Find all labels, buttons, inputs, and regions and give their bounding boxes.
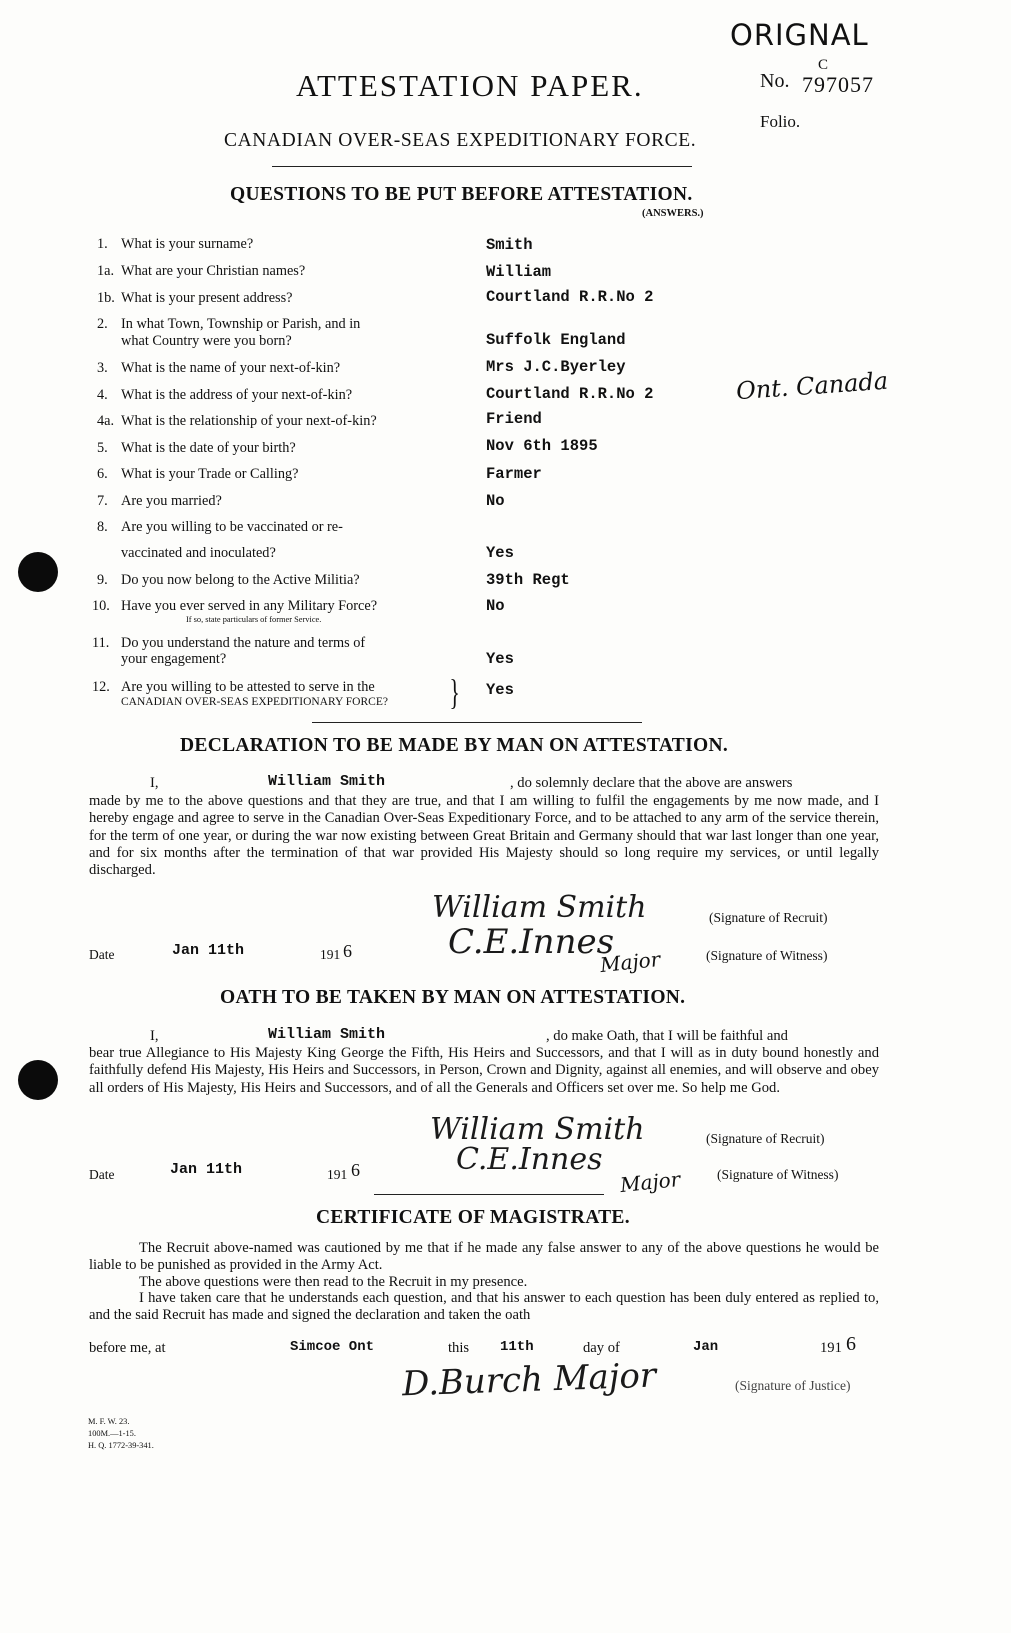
question-number: 9. xyxy=(97,572,108,588)
answer-military-service: No xyxy=(486,597,505,615)
declaration-witness-rank: Major xyxy=(598,946,662,978)
question-number: 2. xyxy=(97,316,108,332)
declaration-heading: DECLARATION TO BE MADE BY MAN ON ATTESTATION. xyxy=(180,735,729,756)
question-number: 4. xyxy=(97,387,108,403)
question-text: What is your Trade or Calling? xyxy=(121,466,299,482)
answer-birth-date: Nov 6th 1895 xyxy=(486,437,598,455)
magistrate-day: 11th xyxy=(500,1339,534,1355)
before-me-label: before me, at xyxy=(89,1340,166,1356)
justice-label: (Signature of Justice) xyxy=(735,1378,851,1393)
question-number: 4a. xyxy=(97,413,115,429)
question-text: Are you married? xyxy=(121,493,222,509)
regimental-number-letter: C xyxy=(818,57,829,73)
declaration-line1: , do solemnly declare that the above are answers xyxy=(510,775,793,791)
question-text: Are you willing to be attested to serve in the xyxy=(121,679,375,695)
question-number: 1. xyxy=(97,236,108,252)
question-text-cont: vaccinated and inoculated? xyxy=(121,545,276,561)
answer-married: No xyxy=(486,492,505,510)
declaration-witness-label: (Signature of Witness) xyxy=(706,948,828,963)
oath-heading: OATH TO BE TAKEN BY MAN ON ATTESTATION. xyxy=(220,987,686,1008)
oath-line1: , do make Oath, that I will be faithful and xyxy=(546,1028,788,1044)
oath-divider xyxy=(374,1194,604,1195)
question-text-cont: your engagement? xyxy=(121,651,227,667)
regimental-number: 797057 xyxy=(802,72,874,97)
question-note: If so, state particulars of former Service. xyxy=(186,615,322,624)
question-text: What is the address of your next-of-kin? xyxy=(121,387,353,403)
oath-year-suffix: 6 xyxy=(351,1160,360,1180)
oath-recruit-label: (Signature of Recruit) xyxy=(706,1131,825,1146)
question-text: What are your Christian names? xyxy=(121,263,306,279)
question-text-cont: what Country were you born? xyxy=(121,333,292,349)
declaration-recruit-signature: William Smith xyxy=(432,890,647,925)
declaration-witness-signature: C.E.Innes xyxy=(448,922,615,962)
declaration-date-label: Date xyxy=(89,947,115,962)
oath-date-label: Date xyxy=(89,1167,115,1182)
magistrate-heading: CERTIFICATE OF MAGISTRATE. xyxy=(316,1207,630,1228)
question-number: 6. xyxy=(97,466,108,482)
question-number: 5. xyxy=(97,440,108,456)
question-number: 1b. xyxy=(97,290,115,306)
page-title: ATTESTATION PAPER. xyxy=(296,68,644,103)
declaration-date: Jan 11th xyxy=(172,942,245,959)
declaration-i: I, xyxy=(150,775,159,791)
answer-christian-names: William xyxy=(486,263,552,281)
question-number: 1a. xyxy=(97,263,115,279)
question-text: What is the name of your next-of-kin? xyxy=(121,360,341,376)
answer-surname: Smith xyxy=(486,236,533,254)
original-stamp: ORIGNAL xyxy=(730,18,869,52)
oath-witness-label: (Signature of Witness) xyxy=(717,1167,839,1182)
answer-active-militia: 39th Regt xyxy=(486,571,570,589)
brace: } xyxy=(449,672,460,712)
punch-hole-bottom xyxy=(18,1060,58,1100)
title-divider xyxy=(272,166,692,167)
answers-label: (ANSWERS.) xyxy=(642,208,704,219)
magistrate-place: Simcoe Ont xyxy=(290,1339,375,1355)
oath-body: bear true Allegiance to His Majesty King George the Fifth, His Heirs and Successors, and that I will as in duty bound honestly and faithfully defend His Majesty, His Heirs and Successors, in Person, Crown and Dignity, against all enemies, and will observe and obey all orders of His Majesty, His Heirs and Successors, and of all the Generals and Officers set over me. So help me God. xyxy=(89,1045,879,1096)
answer-trade: Farmer xyxy=(486,465,542,483)
magistrate-year-prefix: 191 xyxy=(820,1340,842,1356)
oath-recruit-signature: William Smith xyxy=(430,1112,645,1147)
magistrate-year-suffix: 6 xyxy=(846,1333,856,1355)
declaration-year-prefix: 191 xyxy=(320,947,341,962)
declaration-recruit-label: (Signature of Recruit) xyxy=(709,910,828,925)
declaration-body: made by me to the above questions and that they are true, and that I am willing to fulfil the engagements by me now made, and I hereby engage and agree to serve in the Canadian Over-Seas Expeditionary Force, and to be attached to any arm of the service therein, for the term of one year, or during the war now existing between Great Britain and Germany should that war last longer than one year, and for six months after the termination of that war provided His Majesty should so long require my services, or until legally discharged. xyxy=(89,793,879,879)
punch-hole-top xyxy=(18,552,58,592)
questions-divider xyxy=(312,722,642,723)
footer-form-number: M. F. W. 23. xyxy=(88,1417,130,1426)
question-number: 3. xyxy=(97,360,108,376)
declaration-year-suffix: 6 xyxy=(343,941,352,961)
question-text: What is your surname? xyxy=(121,236,254,252)
answer-birthplace: Suffolk England xyxy=(486,331,626,349)
oath-i: I, xyxy=(150,1028,159,1044)
this-label: this xyxy=(448,1340,470,1356)
oath-date: Jan 11th xyxy=(170,1161,243,1178)
answer-next-of-kin-address-handwritten: Ont. Canada xyxy=(735,366,889,406)
folio-label: Folio. xyxy=(760,112,801,131)
question-text: Do you now belong to the Active Militia? xyxy=(121,572,360,588)
answer-willing-to-serve: Yes xyxy=(486,681,514,699)
question-text: What is your present address? xyxy=(121,290,293,306)
answer-understand-terms: Yes xyxy=(486,650,514,668)
question-number: 7. xyxy=(97,493,108,509)
answer-present-address: Courtland R.R.No 2 xyxy=(486,288,654,306)
question-text: What is the relationship of your next-of-kin? xyxy=(121,413,377,429)
question-number: 8. xyxy=(97,519,108,535)
answer-relationship: Friend xyxy=(486,410,542,428)
magistrate-paragraph-2: The above questions were then read to the Recruit in my presence. xyxy=(139,1274,528,1290)
question-text: In what Town, Township or Parish, and in xyxy=(121,316,361,332)
justice-signature: D.Burch Major xyxy=(401,1355,657,1405)
question-text: Do you understand the nature and terms of xyxy=(121,635,366,651)
magistrate-month: Jan xyxy=(693,1339,719,1355)
magistrate-paragraph-1: The Recruit above-named was cautioned by me that if he made any false answer to any of the above questions he would be liable to be punished as provided in the Army Act. xyxy=(89,1240,879,1274)
magistrate-paragraph-3: I have taken care that he understands each question, and that his answer to each question has been duly entered as replied to, and the said Recruit has made and signed the declaration and taken the oath xyxy=(89,1290,879,1324)
question-text: What is the date of your birth? xyxy=(121,440,296,456)
oath-witness-signature: C.E.Innes xyxy=(456,1142,603,1177)
footer-hq-number: H. Q. 1772-39-341. xyxy=(88,1441,154,1450)
question-number: 12. xyxy=(92,679,110,695)
answer-next-of-kin: Mrs J.C.Byerley xyxy=(486,358,626,376)
answer-vaccinated: Yes xyxy=(486,544,514,562)
regimental-number-label: No. xyxy=(760,70,790,92)
question-number: 10. xyxy=(92,598,110,614)
oath-witness-rank: Major xyxy=(618,1166,682,1198)
question-text-cont: CANADIAN OVER-SEAS EXPEDITIONARY FORCE? xyxy=(121,696,388,708)
day-of-label: day of xyxy=(583,1340,620,1356)
oath-name: William Smith xyxy=(268,1026,386,1043)
questions-heading: QUESTIONS TO BE PUT BEFORE ATTESTATION. xyxy=(230,184,693,205)
page-subtitle: CANADIAN OVER-SEAS EXPEDITIONARY FORCE. xyxy=(224,130,697,151)
answer-next-of-kin-address: Courtland R.R.No 2 xyxy=(486,385,654,403)
declaration-name: William Smith xyxy=(268,773,386,790)
question-text: Are you willing to be vaccinated or re- xyxy=(121,519,343,535)
oath-year-prefix: 191 xyxy=(327,1167,348,1182)
footer-print-run: 100M.—1-15. xyxy=(88,1429,136,1438)
question-number: 11. xyxy=(92,635,110,651)
question-text: Have you ever served in any Military Force? xyxy=(121,598,378,614)
